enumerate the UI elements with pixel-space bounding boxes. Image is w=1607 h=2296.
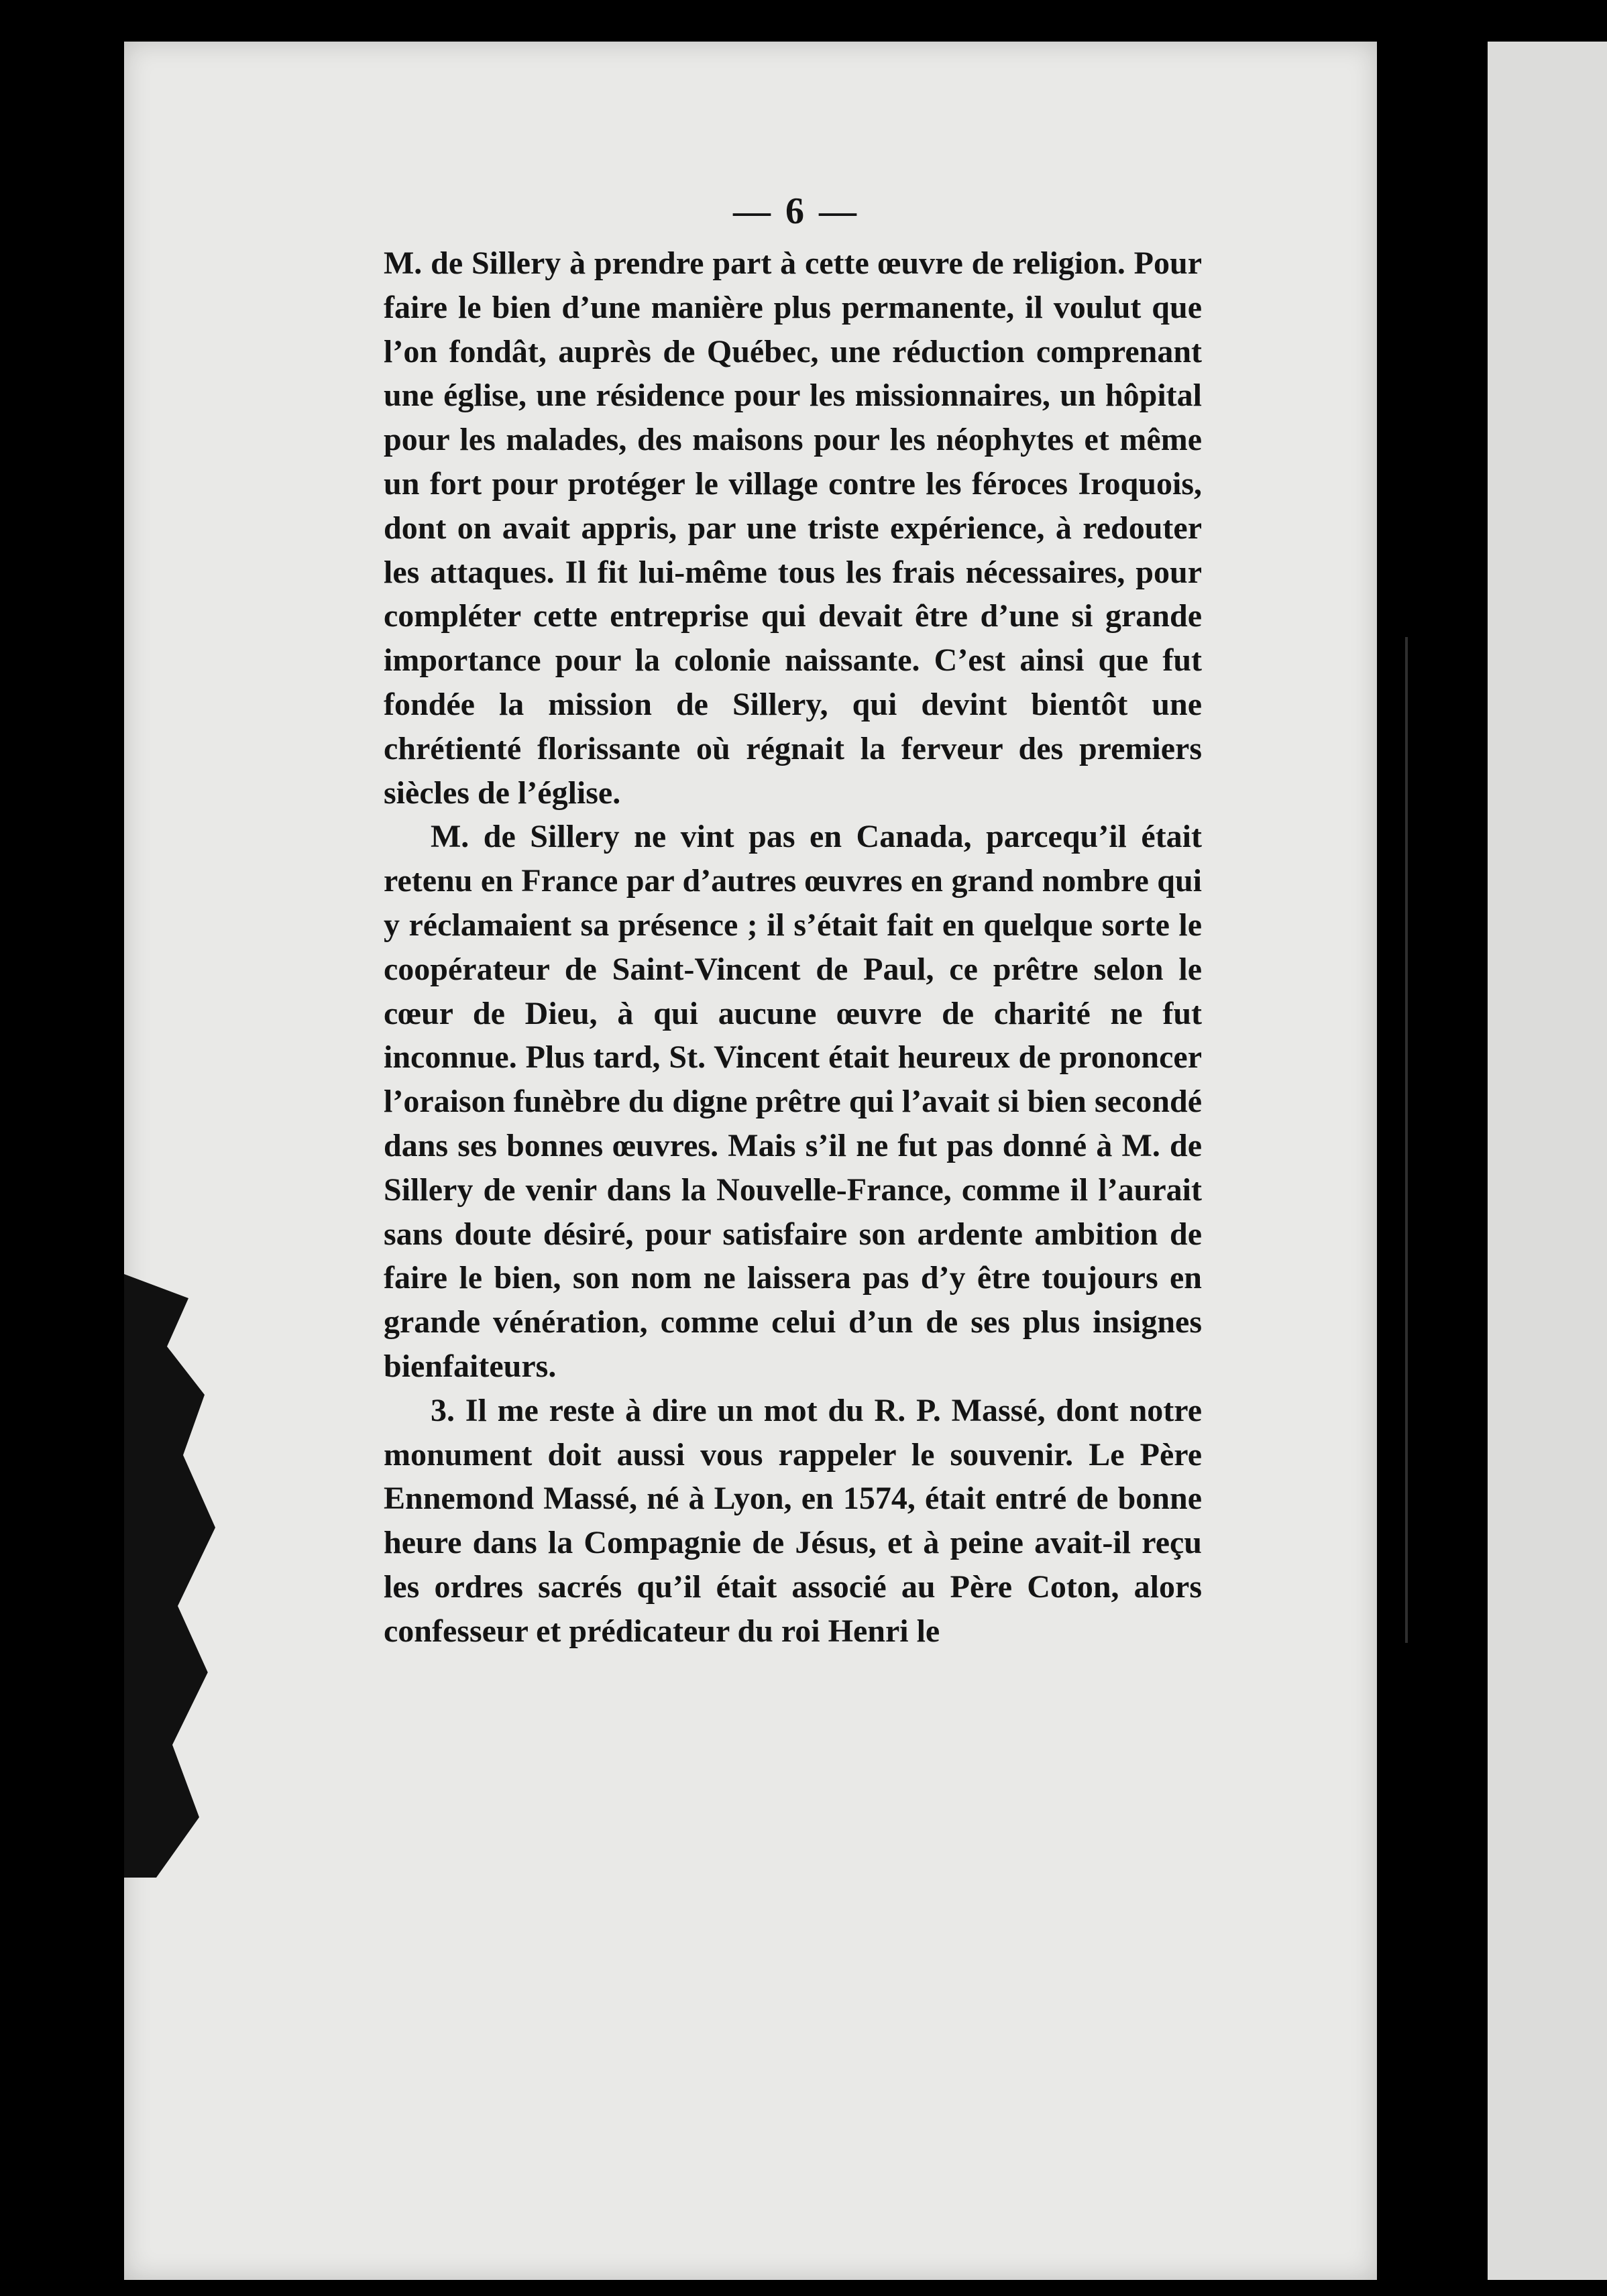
paragraph-1: M. de Sillery à prendre part à cette œuvre de religion. Pour faire le bien d’une manière plus permanente, il voulut que l’on fondât, auprès de Québec, une réduction comprenant une église, une résidence pour les missionnaires, un hôpital pour les malades, des maisons pour les néophytes et même un fort pour protéger le village contre les féroces Iroquois, dont on avait appris, par une triste expérience, à redouter les attaques. Il fit lui-même tous les frais nécessaires, pour compléter cette entreprise qui devait être d’une si grande importance pour la colonie naissante. C’est ainsi que fut fondée la mission de Sillery, qui devint bientôt une chrétienté florissante où régnait la ferveur des premiers siècles de l’église.	[384, 245, 1202, 811]
page-number: — 6 —	[733, 190, 859, 232]
page-fold-mark	[1405, 637, 1427, 1643]
paragraph-2: M. de Sillery ne vint pas en Canada, parcequ’il était retenu en France par d’autres œuvres en grand nombre qui y réclamaient sa présence ; il s’était fait en quelque sorte le coopérateur de Saint-Vincent de Paul, ce prêtre selon le cœur de Dieu, à qui aucune œuvre de charité ne fut inconnue. Plus tard, St. Vincent était heureux de prononcer l’oraison funèbre du digne prêtre qui l’avait si bien secondé dans ses bonnes œuvres. Mais s’il ne fut pas donné à M. de Sillery de venir dans la Nouvelle-France, comme il l’aurait sans doute désiré, pour satisfaire son ardente ambition de faire le bien, son nom ne laissera pas d’y être toujours en grande vénération, comme celui d’un de ses plus insignes bienfaiteurs.	[384, 819, 1202, 1384]
paragraph-3: 3. Il me reste à dire un mot du R. P. Massé, dont notre monument doit aussi vous rappeler le souvenir. Le Père Ennemond Massé, né à Lyon, en 1574, était entré de bonne heure dans la Compagnie de Jésus, et à peine avait-il reçu les ordres sacrés qu’il était associé au Père Coton, alors confesseur et prédicateur du roi Henri le	[384, 1392, 1202, 1649]
page-text-block	[384, 181, 1202, 1654]
adjacent-page-edge	[1488, 42, 1607, 2280]
